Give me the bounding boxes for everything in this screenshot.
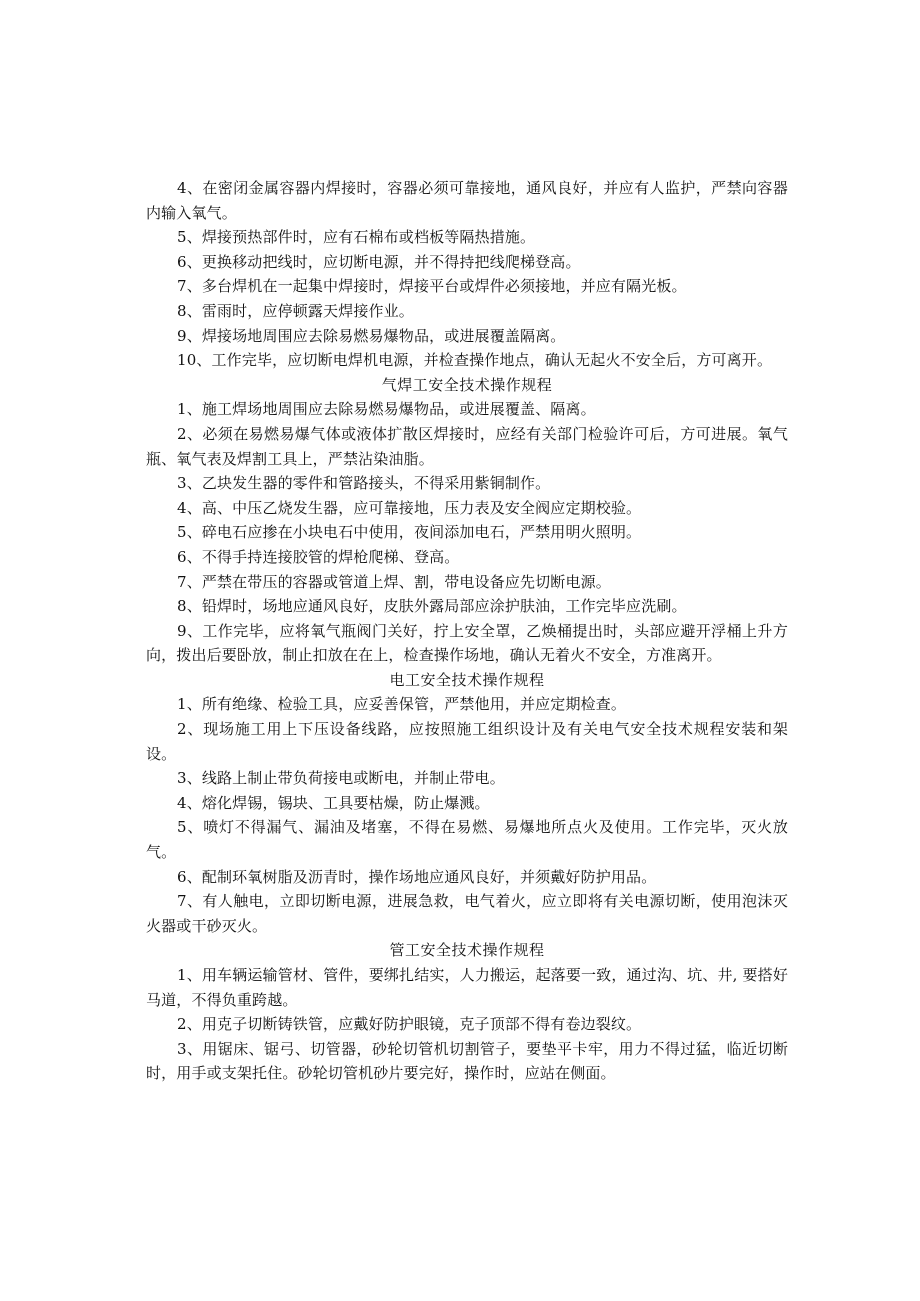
list-item: 4、熔化焊锡，锡块、工具要枯燥，防止爆溅。 [177,793,490,812]
list-item: 5、焊接预热部件时，应有石棉布或档板等隔热措施。 [177,228,536,247]
section-title: 气焊工安全技术操作规程 [381,375,553,394]
list-item: 9、工作完毕，应将氧气瓶阀门关好，拧上安全罩，乙焕桶提出时，头部应避开浮桶上升方向，拨出后要卧放，制止扣放在在上，检查操作场地，确认无着火不安全，方准离开。 [146,621,788,665]
list-item: 4、在密闭金属容器内焊接时，容器必须可靠接地，通风良好，并应有人监护，严禁向容器内输入氧气。 [146,179,788,222]
list-item: 10、工作完毕，应切断电焊机电源，并检查操作地点，确认无起火不安全后，方可离开。 [177,351,773,370]
list-item: 8、铅焊时，场地应通风良好，皮肤外露局部应涂护肤油，工作完毕应洗刷。 [177,597,687,616]
list-item: 7、严禁在带压的容器或管道上焊、割，带电设备应先切断电源。 [177,572,611,591]
list-item: 2、必须在易燃易爆气体或液体扩散区焊接时，应经有关部门检验许可后，方可进展。氧气瓶、氧气表及焊割工具上，严禁沾染油脂。 [146,424,788,468]
list-item: 5、碎电石应掺在小块电石中使用，夜间添加电石，严禁用明火照明。 [177,523,642,542]
list-item: 6、不得手持连接胶管的焊枪爬梯、登高。 [177,547,460,566]
list-item: 5、喷灯不得漏气、漏油及堵塞，不得在易燃、易爆地所点火及使用。工作完毕，灭火放气。 [146,818,788,862]
list-item: 9、焊接场地周围应去除易燃易爆物品，或进展覆盖隔离。 [177,326,566,345]
list-item: 3、乙块发生器的零件和管路接头，不得采用紫铜制作。 [177,474,551,493]
list-item: 4、高、中压乙烧发生器，应可靠接地，压力表及安全阀应定期校验。 [177,498,642,517]
list-item: 6、配制环氧树脂及沥青时，操作场地应通风良好，并须戴好防护用品。 [177,867,657,886]
document-page [146,176,788,1086]
section-title: 管工安全技术操作规程 [389,941,545,960]
pipefitter-section [146,938,788,1086]
list-item: 1、所有绝缘、检验工具，应妥善保管，严禁他用，并应定期检查。 [177,695,627,714]
list-item: 2、用克子切断铸铁管，应戴好防护眼镜，克子顶部不得有卷边裂纹。 [177,1015,642,1034]
list-item: 1、施工焊场地周围应去除易燃易爆物品，或进展覆盖、隔离。 [177,400,596,419]
list-item: 7、有人触电，立即切断电源，进展急救，电气着火，应立即将有关电源切断，使用泡沫灭火器或干砂灭火。 [146,892,788,935]
list-item: 8、雷雨时，应停顿露天焊接作业。 [177,301,414,320]
list-item: 6、更换移动把线时，应切断电源，并不得持把线爬梯登高。 [177,252,581,271]
list-item: 3、用锯床、锯弓、切管器，砂轮切管机切割管子，要垫平卡牢，用力不得过猛，临近切断时，用手或支架托住。砂轮切管机砂片要完好，操作时，应站在侧面。 [146,1039,788,1083]
list-item: 1、用车辆运输管材、管件，要绑扎结实，人力搬运，起落要一致，通过沟、坑、井, 要搭好马道，不得负重跨越。 [146,966,788,1009]
intro-section [146,176,788,373]
list-item: 3、线路上制止带负荷接电或断电，并制止带电。 [177,769,505,788]
section-title: 电工安全技术操作规程 [389,670,545,689]
list-item: 7、多台焊机在一起集中焊接时，焊接平台或焊件必须接地，并应有隔光板。 [177,277,687,296]
electrician-section [146,668,788,939]
list-item: 2、现场施工用上下压设备线路，应按照施工组织设计及有关电气安全技术规程安装和架设。 [146,720,788,763]
gas-welder-section [146,373,788,668]
